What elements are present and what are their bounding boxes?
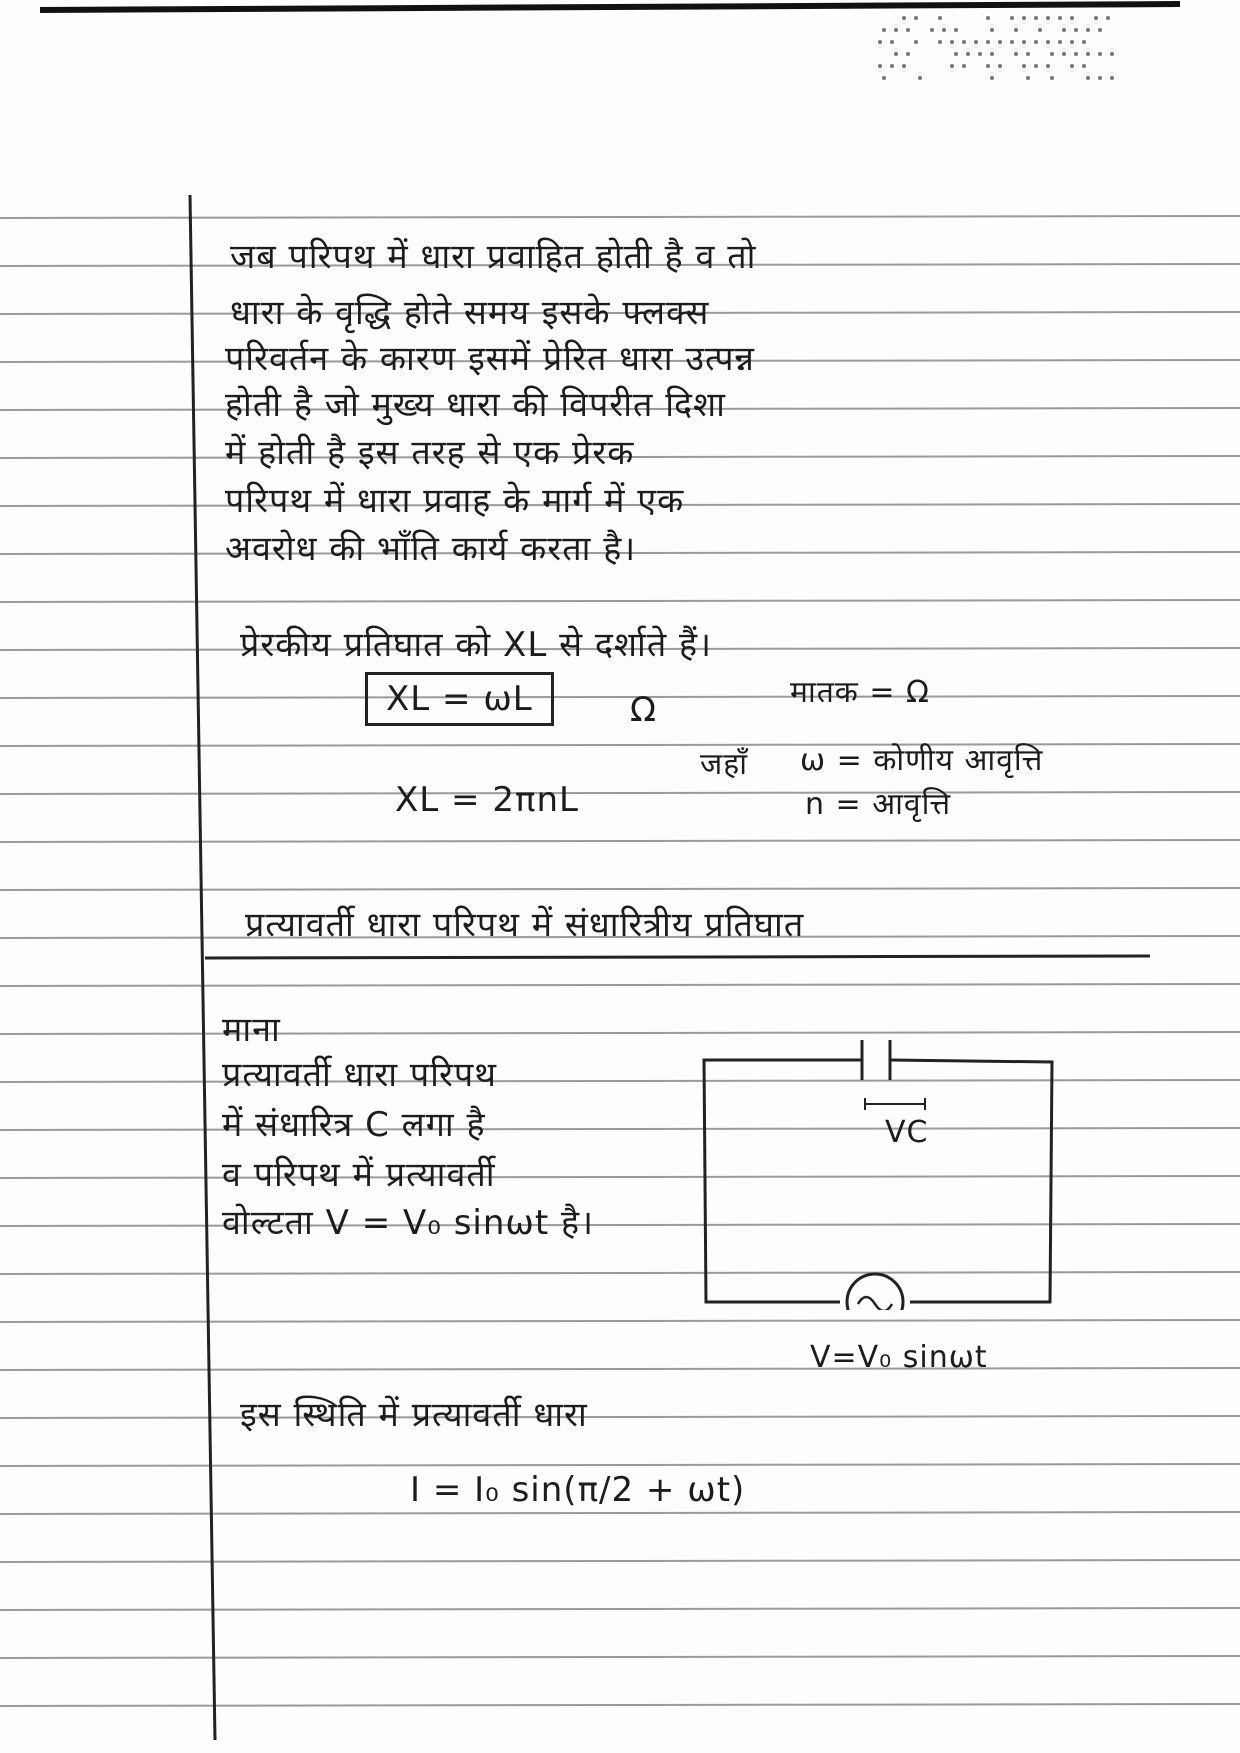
print-dot: [1050, 76, 1054, 80]
ruled-line: [0, 1704, 1240, 1706]
para-line-1: जब परिपथ में धारा प्रवाहित होती है व तो: [230, 237, 757, 277]
print-dot: [986, 16, 990, 20]
print-dot: [1026, 76, 1030, 80]
print-dot: [1098, 28, 1102, 32]
print-dot: [1022, 64, 1026, 68]
ohm-symbol: Ω: [630, 690, 657, 730]
print-dot: [1082, 64, 1086, 68]
print-dot: [1010, 40, 1014, 44]
source-voltage-label: V=V₀ sinωt: [810, 1340, 988, 1375]
print-dot: [1094, 16, 1098, 20]
print-dot: [1082, 40, 1086, 44]
print-dot: [890, 64, 894, 68]
capacitor-circuit-diagram: [690, 1030, 1070, 1310]
para-line-6: परिपथ में धारा प्रवाह के मार्ग में एक: [225, 481, 685, 521]
para-line-3: परिवर्तन के कारण इसमें प्रेरित धारा उत्पन्न: [225, 339, 755, 379]
ruled-line: [0, 1416, 1240, 1418]
print-dot: [1086, 28, 1090, 32]
print-dot: [938, 16, 942, 20]
print-dot: [930, 28, 934, 32]
print-dot: [1074, 52, 1078, 56]
ruled-line: [0, 1608, 1240, 1610]
print-dot: [1070, 64, 1074, 68]
print-dot: [998, 64, 1002, 68]
ruled-line: [0, 1464, 1240, 1466]
print-dot: [902, 64, 906, 68]
cap-line-4: वोल्टता V = V₀ sinωt है।: [222, 1203, 594, 1243]
para-line-5: में होती है इस तरह से एक प्रेरक: [225, 433, 635, 473]
print-dot: [1110, 52, 1114, 56]
para-line-7: अवरोध की भाँति कार्य करता है।: [225, 529, 637, 569]
ruled-line: [0, 888, 1240, 890]
print-dot: [1010, 16, 1014, 20]
print-dot: [942, 28, 946, 32]
cap-line-2: में संधारित्र C लगा है: [222, 1105, 486, 1145]
print-dot: [1086, 52, 1090, 56]
ruled-line: [0, 696, 1240, 698]
print-dot: [1058, 40, 1062, 44]
print-dot: [1026, 52, 1030, 56]
print-dot: [998, 40, 1002, 44]
inductive-formula-2: XL = 2πnL: [395, 780, 579, 820]
print-dot: [878, 64, 882, 68]
print-dot: [1022, 40, 1026, 44]
print-dot: [894, 52, 898, 56]
print-dot: [1046, 16, 1050, 20]
print-dot: [954, 28, 958, 32]
print-dot: [962, 64, 966, 68]
print-dot: [1034, 40, 1038, 44]
print-dot: [1074, 28, 1078, 32]
print-dot: [1098, 76, 1102, 80]
omega-definition: ω = कोणीय आवृत्ति: [800, 743, 1044, 778]
ruled-line: [0, 1656, 1240, 1658]
ruled-line: [0, 1512, 1240, 1514]
inductive-formula-box: XL = ωL: [365, 672, 554, 726]
ruled-line: [0, 216, 1240, 218]
print-dot: [1034, 16, 1038, 20]
print-dot: [1014, 52, 1018, 56]
print-dot: [974, 40, 978, 44]
print-dot: [986, 40, 990, 44]
print-dot: [962, 40, 966, 44]
print-dot: [882, 76, 886, 80]
print-dot: [1014, 28, 1018, 32]
where-label: जहाँ: [700, 747, 748, 782]
print-dot: [1086, 76, 1090, 80]
print-dot: [914, 40, 918, 44]
print-dot: [1062, 52, 1066, 56]
print-dot: [978, 52, 982, 56]
print-dot: [990, 52, 994, 56]
ruled-line: [0, 984, 1240, 986]
ruled-line: [0, 600, 1240, 602]
print-dot: [1058, 16, 1062, 20]
frequency-definition: n = आवृत्ति: [805, 787, 952, 822]
print-dot: [1046, 40, 1050, 44]
print-dot: [1106, 16, 1110, 20]
capacitor-voltage-label: VC: [885, 1115, 929, 1150]
ruled-line: [0, 1320, 1240, 1322]
cap-line-3: व परिपथ में प्रत्यावर्ती: [222, 1155, 496, 1195]
mana-label: माना: [222, 1010, 281, 1050]
ruled-line: [0, 840, 1240, 842]
ruled-line: [0, 1368, 1240, 1370]
print-dot: [1070, 40, 1074, 44]
print-dot: [1098, 52, 1102, 56]
ruled-line: [0, 744, 1240, 746]
print-dot: [1022, 16, 1026, 20]
print-dot: [966, 52, 970, 56]
print-dot: [890, 40, 894, 44]
print-dot: [938, 40, 942, 44]
current-formula: I = I₀ sin(π/2 + ωt): [410, 1470, 746, 1510]
para-line-2: धारा के वृद्धि होते समय इसके फ्लक्स: [230, 293, 710, 333]
print-dot: [1046, 64, 1050, 68]
print-dot: [918, 76, 922, 80]
print-dot: [882, 28, 886, 32]
print-dot: [906, 28, 910, 32]
print-dot: [1110, 76, 1114, 80]
print-dot: [950, 40, 954, 44]
print-dot: [1038, 28, 1042, 32]
condition-text: इस स्थिति में प्रत्यावर्ती धारा: [240, 1395, 588, 1435]
print-dot: [1050, 52, 1054, 56]
print-dot: [1070, 16, 1074, 20]
print-dot: [906, 52, 910, 56]
print-dot: [902, 16, 906, 20]
para-line-4: होती है जो मुख्य धारा की विपरीत दिशा: [225, 385, 726, 425]
print-dot: [950, 64, 954, 68]
print-dot: [1034, 64, 1038, 68]
ruled-line: [0, 792, 1240, 794]
unit-label: मातक = Ω: [790, 675, 930, 710]
inductive-intro: प्रेरकीय प्रतिघात को XL से दर्शाते हैं।: [240, 625, 712, 665]
print-dot: [1062, 28, 1066, 32]
print-dot: [990, 76, 994, 80]
ruled-line: [0, 1560, 1240, 1562]
print-dot: [878, 40, 882, 44]
capacitive-heading: प्रत्यावर्ती धारा परिपथ में संधारित्रीय प्रतिघात: [245, 905, 805, 945]
print-dot: [990, 28, 994, 32]
print-dot: [894, 28, 898, 32]
print-dot: [914, 16, 918, 20]
print-dot: [986, 64, 990, 68]
cap-line-1: प्रत्यावर्ती धारा परिपथ: [222, 1055, 497, 1095]
print-dot: [954, 52, 958, 56]
